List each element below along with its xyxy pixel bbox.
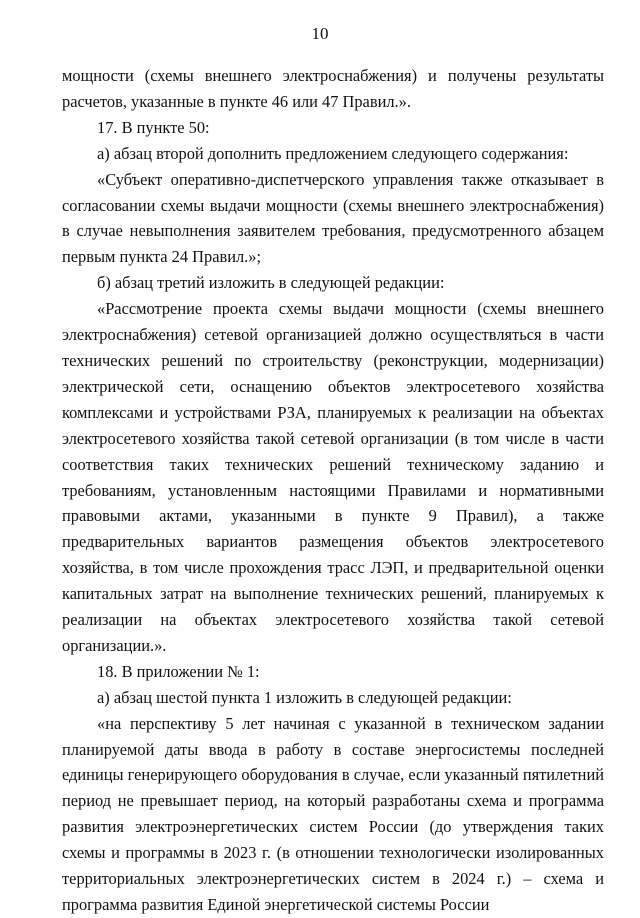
paragraph-quote-3: «на перспективу 5 лет начиная с указанной в техническом задании планируемой даты ввода в работу в составе энергосистемы последней единицы генерирующего оборудования в случае, если указанный пятилетний период не превышает период, на который разработаны схема и программа развития электроэнергетических систем России (до утверждения таких схемы и программы в 2023 г. (в отношении технологически изолированных территориальных электроэнергетических систем в 2024 г.) – схема и программа развития Единой энергетической системы России xyxy=(62,713,604,914)
paragraph-quote-1: «Субъект оперативно-диспетчерского управления также отказывает в согласовании схемы выдачи мощности (схемы внешнего электроснабжения) в случае невыполнения заявителем требования, предусмотренного абзацем первым пункта 24 Правил.»; xyxy=(62,169,604,267)
paragraph-item-18: 18. В приложении № 1: xyxy=(97,661,260,681)
document-body xyxy=(62,63,604,918)
page-number: 10 xyxy=(311,24,329,43)
paragraph-item-17a: а) абзац второй дополнить предложением следующего содержания: xyxy=(97,143,569,163)
paragraph-continuation: мощности (схемы внешнего электроснабжения) и получены результаты расчетов, указанные в пункте 46 или 47 Правил.». xyxy=(62,66,604,111)
paragraph-item-17: 17. В пункте 50: xyxy=(97,117,210,137)
paragraph-item-18a: а) абзац шестой пункта 1 изложить в следующей редакции: xyxy=(97,687,512,707)
paragraph-item-17b: б) абзац третий изложить в следующей редакции: xyxy=(97,273,445,293)
paragraph-quote-2: «Рассмотрение проекта схемы выдачи мощности (схемы внешнего электроснабжения) сетевой организацией должно осуществляться в части технических решений по строительству (реконструкции, модернизации) электрической сети, оснащению объектов электросетевого хозяйства комплексами и устройствами РЗА, планируемых к реализации на объектах электросетевого хозяйства такой сетевой организации (в том числе в части соответствия таких технических решений техническому заданию и требованиям, установленным настоящими Правилами и нормативными правовыми актами, указанными в пункте 9 Правил), а также предварительных вариантов размещения объектов электросетевого хозяйства, в том числе прохождения трасс ЛЭП, и предварительной оценки капитальных затрат на выполнение технических решений, планируемых к реализации на объектах электросетевого хозяйства такой сетевой организации.». xyxy=(62,299,604,655)
